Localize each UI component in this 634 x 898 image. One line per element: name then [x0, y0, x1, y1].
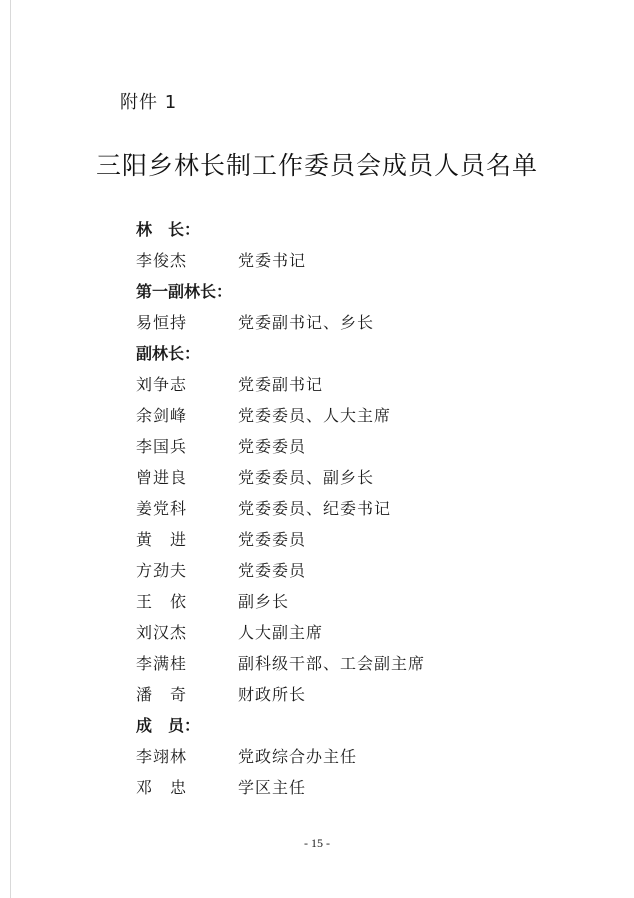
member-row [136, 368, 576, 399]
group-heading-members: 成 员： [136, 716, 201, 735]
member-post: 党委委员、纪委书记 [238, 499, 392, 518]
group-heading-first-deputy: 第一副林长： [136, 282, 233, 301]
member-name: 余剑峰 [136, 406, 188, 425]
member-post: 党委委员、副乡长 [238, 468, 375, 487]
member-name: 刘汉杰 [136, 623, 188, 642]
member-name: 王 依 [136, 592, 188, 611]
member-row [136, 678, 576, 709]
group-heading-forest-chief: 林 长： [136, 220, 201, 239]
member-name: 李满桂 [136, 654, 188, 673]
member-row [136, 771, 576, 802]
scan-margin-line [10, 0, 11, 898]
member-row [136, 523, 576, 554]
member-name: 李国兵 [136, 437, 188, 456]
member-post: 党委委员 [238, 561, 307, 580]
member-name: 李俊杰 [136, 251, 188, 270]
member-post: 党委书记 [238, 251, 307, 270]
member-post: 党政综合办主任 [238, 747, 358, 766]
member-row [136, 647, 576, 678]
member-row [136, 430, 576, 461]
member-name: 邓 忠 [136, 778, 188, 797]
member-post: 财政所长 [238, 685, 307, 704]
annex-label: 附件 1 [120, 92, 178, 113]
member-row [136, 399, 576, 430]
member-row [136, 740, 576, 771]
member-row [136, 554, 576, 585]
document-title: 三阳乡林长制工作委员会成员人员名单 [95, 151, 538, 180]
member-row [136, 492, 576, 523]
member-row [136, 616, 576, 647]
member-row [136, 585, 576, 616]
member-row [136, 244, 576, 275]
member-row [136, 461, 576, 492]
member-list [136, 213, 576, 802]
member-name: 刘争志 [136, 375, 188, 394]
member-name: 潘 奇 [136, 685, 188, 704]
member-post: 副乡长 [238, 592, 290, 611]
member-post: 副科级干部、工会副主席 [238, 654, 426, 673]
member-name: 曾进良 [136, 468, 188, 487]
member-name: 易恒持 [136, 313, 188, 332]
member-post: 党委委员、人大主席 [238, 406, 392, 425]
member-name: 姜党科 [136, 499, 188, 518]
member-name: 李翊林 [136, 747, 188, 766]
page-number: - 15 - [304, 836, 330, 850]
member-name: 黄 进 [136, 530, 188, 549]
member-name: 方劲夫 [136, 561, 188, 580]
member-post: 人大副主席 [238, 623, 324, 642]
member-post: 学区主任 [238, 778, 307, 797]
member-post: 党委委员 [238, 530, 307, 549]
member-row [136, 306, 576, 337]
group-heading-deputy: 副林长： [136, 344, 201, 363]
member-post: 党委副书记、乡长 [238, 313, 375, 332]
member-post: 党委委员 [238, 437, 307, 456]
member-post: 党委副书记 [238, 375, 324, 394]
